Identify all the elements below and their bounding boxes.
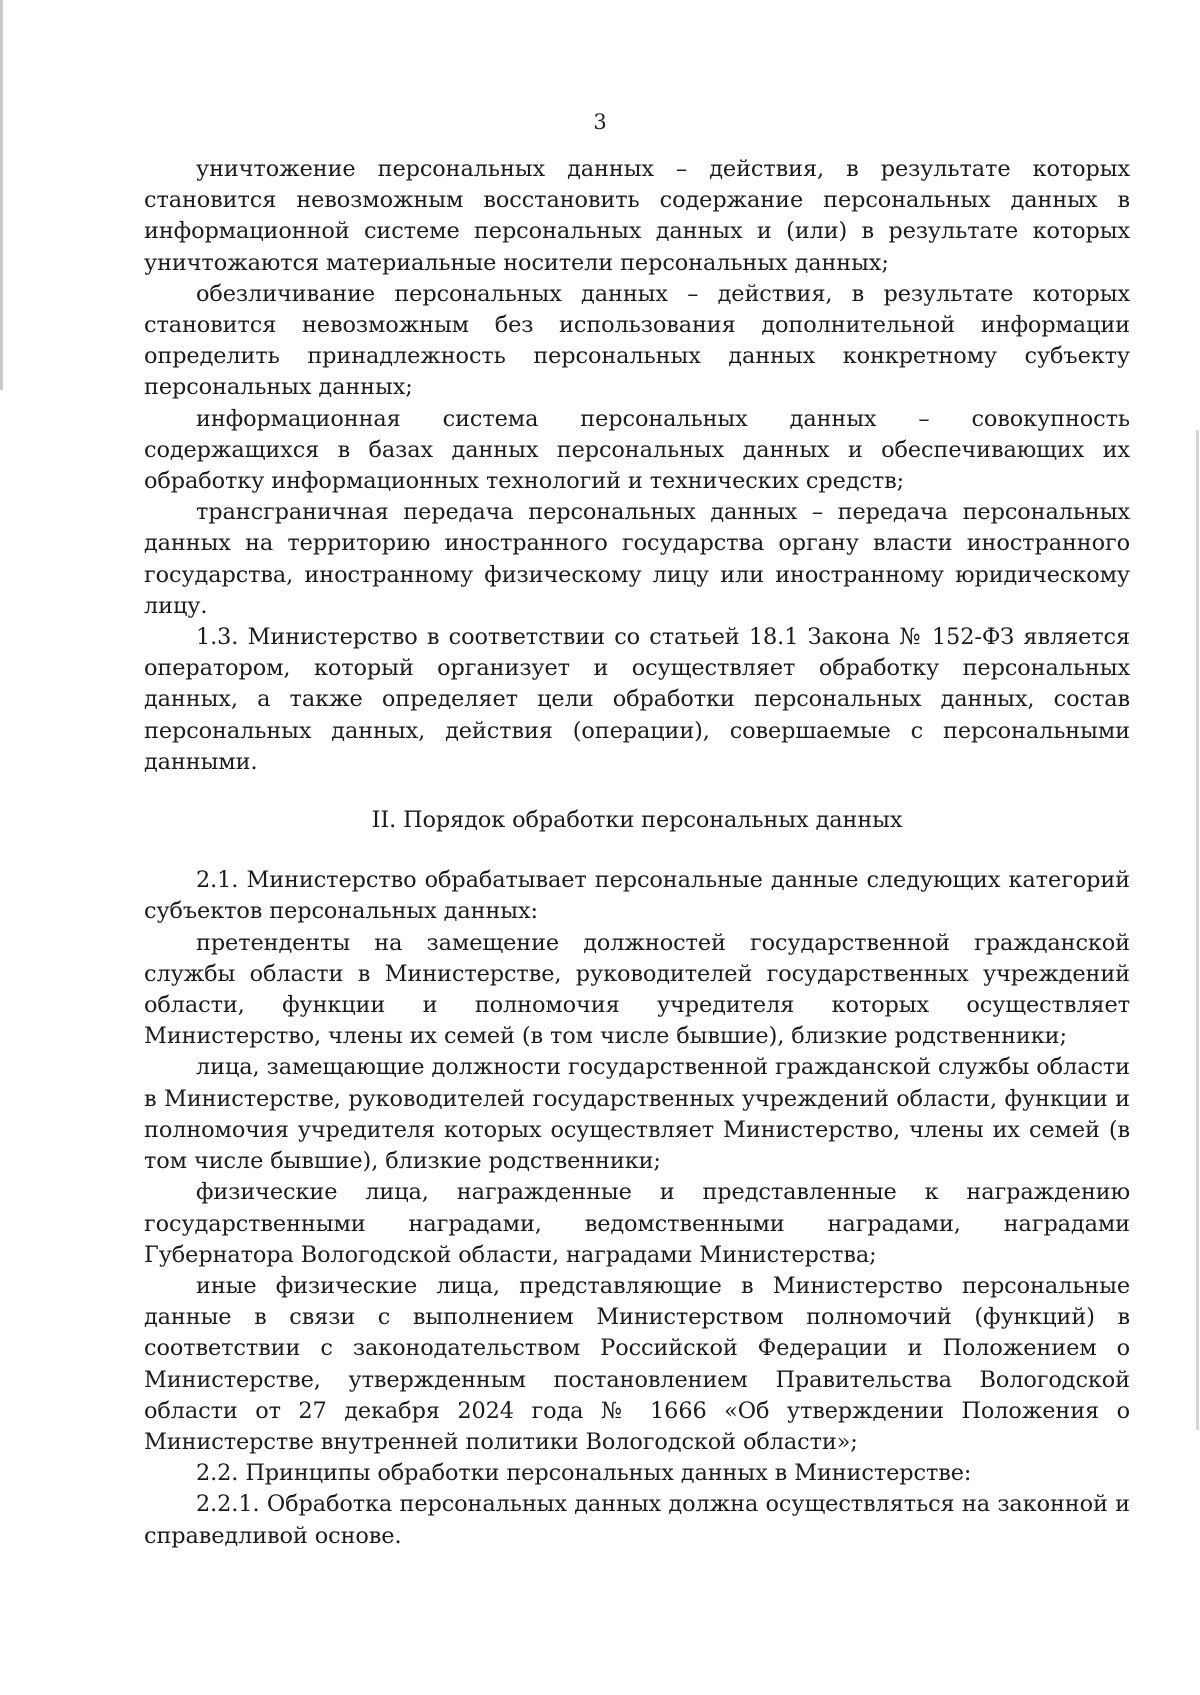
page-number: 3: [593, 110, 607, 134]
scan-edge-right: [1196, 430, 1199, 1430]
paragraph-definition-cross-border-transfer: трансграничная передача персональных данных – передача персональных данных на территорию иностранного государства органу власти иностранного государства, иностранному физическому лицу или иностранному юридическому лицу.: [144, 499, 1130, 619]
paragraph-category-awardees: физические лица, награжденные и представленные к награждению государственными наградами, ведомственными наградами, наградами Губернатора Вологодской области, наградами Министерства;: [144, 1179, 1130, 1268]
paragraph-definition-information-system: информационная система персональных данных – совокупность содержащихся в базах данных персональных данных и обеспечивающих их обработку информационных технологий и технических средств;: [144, 405, 1130, 495]
paragraph-clause-1-3: 1.3. Министерство в соответствии со статьей 18.1 Закона № 152-ФЗ является оператором, который организует и осуществляет обработку персональных данных, а также определяет цели обработки персональных данных, состав персональных данных, действия (операции), совершаемые с персональными данными.: [144, 624, 1130, 775]
paragraph-category-other-persons: иные физические лица, представляющие в Министерство персональные данные в связи с выполнением Министерством полномочий (функций) в соответствии с законодательством Российской Федерации и Положением о Министерстве, утвержденным постановлением Правительства Вологодской области от 27 декабря 2024 года № 1666 «Об утверждении Положения о Министерстве внутренней политики Вологодской области»;: [144, 1272, 1130, 1455]
scan-edge-left: [0, 0, 3, 390]
paragraph-category-employees: лица, замещающие должности государственной гражданской службы области в Министерстве, руководителей государственных учреждений области, функции и полномочия учредителя которых осуществляет Министерство, члены их семей (в том числе бывшие), близкие родственники;: [144, 1054, 1130, 1175]
paragraph-clause-2-2-1: 2.2.1. Обработка персональных данных должна осуществляться на законной и справедливой основе.: [144, 1491, 1130, 1549]
document-body: [144, 154, 1130, 1552]
paragraph-definition-destruction: уничтожение персональных данных – действия, в результате которых становится невозможным восстановить содержание персональных данных в информационной системе персональных данных и (или) в результате которых уничтожаются материальные носители персональных данных;: [144, 156, 1130, 276]
paragraph-clause-2-2: 2.2. Принципы обработки персональных данных в Министерстве:: [196, 1460, 972, 1487]
paragraph-clause-2-1: 2.1. Министерство обрабатывает персональные данные следующих категорий субъектов персональных данных:: [144, 867, 1130, 925]
paragraph-definition-anonymization: обезличивание персональных данных – действия, в результате которых становится невозможным без использования дополнительной информации определить принадлежность персональных данных конкретному субъекту персональных данных;: [144, 280, 1130, 401]
section-heading: II. Порядок обработки персональных данных: [371, 807, 903, 834]
paragraph-category-applicants: претенденты на замещение должностей государственной гражданской службы области в Министерстве, руководителей государственных учреждений области, функции и полномочия учредителя которых осуществляет Министерство, члены их семей (в том числе бывшие), близкие родственники;: [144, 929, 1130, 1050]
